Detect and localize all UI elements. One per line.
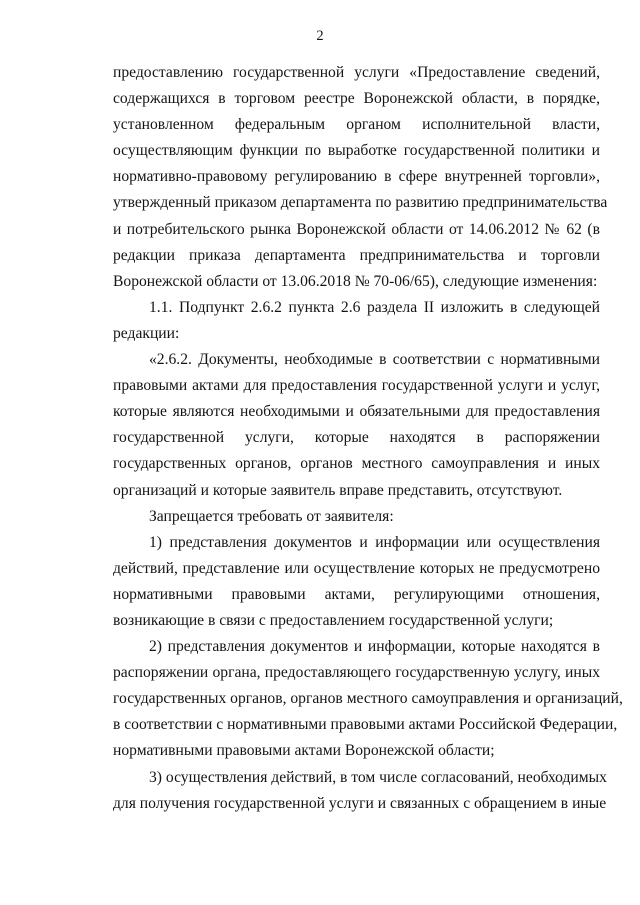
text-line: государственной услуги, которые находятся в распоряжении bbox=[113, 429, 600, 447]
body-text bbox=[113, 60, 623, 817]
text-line: Воронежской области от 13.06.2018 № 70-06/65), следующие изменения: bbox=[113, 272, 598, 290]
text-line: организаций и которые заявитель вправе представить, отсутствуют. bbox=[113, 481, 563, 499]
text-line: нормативными правовыми актами Воронежской области; bbox=[113, 742, 495, 760]
text-line: редакции: bbox=[113, 324, 180, 342]
text-line: установленном федеральным органом исполнительной власти, bbox=[113, 116, 600, 134]
text-line: действий, представление или осуществление которых не предусмотрено bbox=[113, 559, 600, 577]
paragraph-item-2 bbox=[113, 634, 623, 764]
text-line: для получения государственной услуги и связанных с обращением в иные bbox=[113, 794, 607, 812]
paragraph-intro bbox=[113, 60, 608, 295]
paragraph-subclause-1-1 bbox=[113, 295, 600, 347]
text-line: редакции приказа департамента предпринимательства и торговли bbox=[113, 246, 600, 264]
text-line: нормативными правовыми актами, регулирующими отношения, bbox=[113, 585, 600, 603]
paragraph-item-3 bbox=[113, 765, 607, 817]
page-number: 2 bbox=[316, 28, 324, 44]
text-line: правовыми актами для предоставления государственной услуги и услуг, bbox=[113, 377, 600, 395]
text-line: возникающие в связи с предоставлением государственной услуги; bbox=[113, 611, 554, 629]
text-line: которые являются необходимыми и обязательными для предоставления bbox=[113, 403, 600, 421]
text-line: 1.1. Подпункт 2.6.2 пункта 2.6 раздела II изложить в следующей bbox=[149, 298, 600, 316]
text-line: 2) представления документов и информации, которые находятся в bbox=[149, 638, 600, 656]
text-line: утвержденный приказом департамента по развитию предпринимательства bbox=[113, 194, 608, 212]
text-line: 1) представления документов и информации или осуществления bbox=[149, 533, 600, 551]
text-line: и потребительского рынка Воронежской области от 14.06.2012 № 62 (в bbox=[113, 220, 600, 238]
text-line: распоряжении органа, предоставляющего государственную услугу, иных bbox=[113, 664, 600, 682]
text-line: в соответствии с нормативными правовыми актами Российской Федерации, bbox=[113, 716, 618, 734]
text-line: государственных органов, органов местного самоуправления и организаций, bbox=[113, 690, 623, 708]
text-line: нормативно-правовому регулированию в сфере внутренней торговли», bbox=[113, 168, 600, 186]
text-line: 3) осуществления действий, в том числе согласований, необходимых bbox=[149, 768, 607, 786]
text-line: содержащихся в торговом реестре Воронежской области, в порядке, bbox=[113, 90, 600, 108]
paragraph-prohibition-intro bbox=[113, 504, 600, 530]
text-line: осуществляющим функции по выработке государственной политики и bbox=[113, 142, 600, 160]
text-line: «2.6.2. Документы, необходимые в соответствии с нормативными bbox=[149, 351, 600, 369]
text-line: Запрещается требовать от заявителя: bbox=[149, 507, 394, 525]
paragraph-item-1 bbox=[113, 530, 600, 634]
text-line: предоставлению государственной услуги «Предоставление сведений, bbox=[113, 64, 600, 81]
text-line: государственных органов, органов местного самоуправления и иных bbox=[113, 455, 600, 473]
paragraph-clause-2-6-2 bbox=[113, 347, 600, 504]
